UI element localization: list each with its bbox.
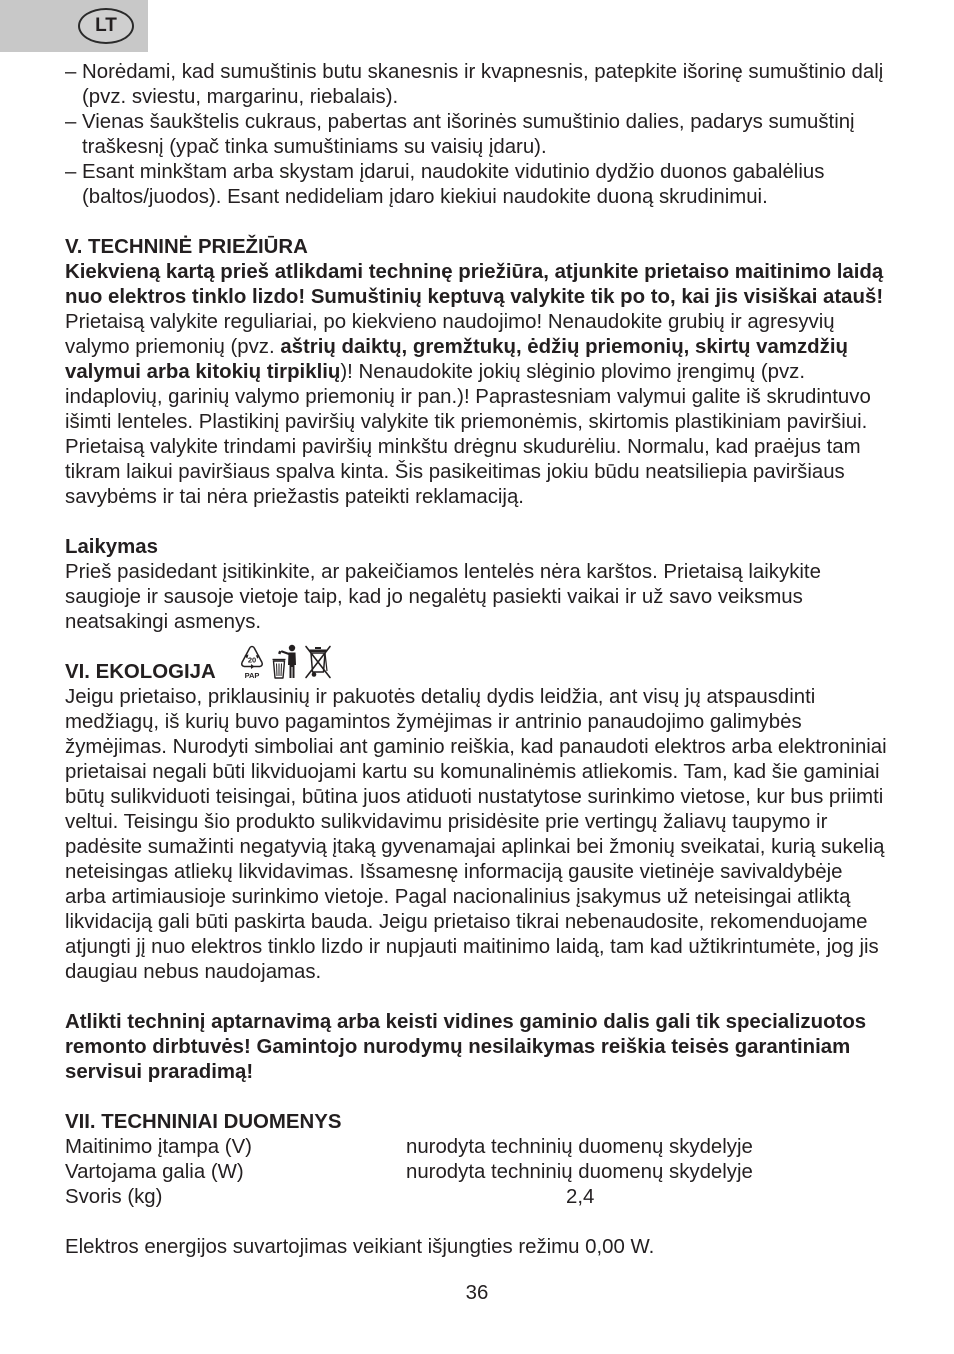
tip-line-continued: traškesnį (ypač tinka sumuštiniams su vaisių įdaru). bbox=[82, 136, 547, 158]
technical-data-label: Maitinimo įtampa (V) bbox=[65, 1136, 252, 1158]
technical-data-value: nurodyta techninių duomenų skydelyje bbox=[406, 1136, 753, 1158]
technical-data-row bbox=[65, 1135, 935, 1160]
service-notice bbox=[65, 1010, 935, 1085]
maintenance-emphasis: aštrių daiktų, gremžtukų, ėdžių priemonių, skirtų vamzdžių bbox=[280, 336, 848, 358]
maintenance-warning-line: Kiekvieną kartą prieš atlikdami techninę priežiūra, atjunkite prietaiso maitinimo laidą bbox=[65, 261, 884, 283]
maintenance-body-line: išimti lenteles. Plastikinį paviršių valykite tik priemonėmis, skirtomis plastikiniam paviršiui. bbox=[65, 411, 868, 433]
tip-line-continued: (pvz. sviestu, margarinu, riebalais). bbox=[82, 86, 399, 108]
tip-line: – Vienas šaukštelis cukraus, pabertas ant išorinės sumuštinio dalies, padarys sumuštinį bbox=[65, 111, 855, 133]
spacer bbox=[65, 210, 935, 235]
service-notice-line: Atlikti techninį aptarnavimą arba keisti vidines gaminio dalis gali tik specializuotos bbox=[65, 1011, 867, 1033]
spacer bbox=[65, 635, 935, 660]
ecology-line: veltui. Teisingu šio produkto sulikvidavimu prisidėsite prie vertingų žaliavų taupymo ir bbox=[65, 811, 828, 833]
recycle-code-label: 20 bbox=[247, 655, 257, 665]
ecology-line: būtų sulikviduoti teisingai, būtina juos atiduoti nustatytose surinkimo vietose, kur bus priimti bbox=[65, 786, 884, 808]
maintenance-body-line bbox=[65, 335, 935, 360]
storage-line: saugioje ir sausoje vietoje taip, kad jo negalėtų pasiekti vaikai ir už savo veiksmus bbox=[65, 586, 803, 608]
technical-data-row bbox=[65, 1185, 935, 1210]
ecology-line: atjungti jį nuo elektros tinklo lizdo ir nupjauti maitinimo laidą, tam kad užtikrintumėte, jog jis bbox=[65, 936, 879, 958]
page-content bbox=[65, 60, 935, 1260]
ecology-line: arba artimiausioje surinkimo vietoje. Pagal nacionalinius įsakymus už neteisingai atliktą bbox=[65, 886, 851, 908]
section-heading-maintenance: V. TECHNINĖ PRIEŽIŪRA bbox=[65, 236, 308, 258]
maintenance-body-line: savybėms ir tai nėra priežastis pateikti reklamaciją. bbox=[65, 486, 524, 508]
tip-line: – Esant minkštam arba skystam įdarui, naudokite vidutinio dydžio duonos gabalėlius bbox=[65, 161, 825, 183]
maintenance-warning-line: nuo elektros tinklo lizdo! Sumuštinių keptuvą valykite tik po to, kai jis visiškai atauš! bbox=[65, 286, 884, 308]
language-tab bbox=[0, 0, 148, 52]
service-notice-line: servisui praradimą! bbox=[65, 1061, 254, 1083]
technical-data-value: 2,4 bbox=[566, 1186, 595, 1208]
recycle-material-label: PAP bbox=[244, 671, 260, 680]
spacer bbox=[65, 510, 935, 535]
service-notice-line: remonto dirbtuvės! Gamintojo nurodymų nesilaikymas reiškia teisės garantiniam bbox=[65, 1036, 851, 1058]
maintenance-body-line bbox=[65, 360, 935, 385]
maintenance-text: )! Nenaudokite jokių slėginio plovimo įrengimų (pvz. bbox=[340, 361, 806, 383]
ecology-line: daugiau nebus naudojamas. bbox=[65, 961, 322, 983]
ecology-line: Jeigu prietaiso, priklausinių ir pakuotės detalių dydis leidžia, ant visų jų atspausdinti bbox=[65, 686, 816, 708]
maintenance-body-line bbox=[65, 310, 935, 335]
maintenance-text: Prietaisą valykite reguliariai, po kiekvieno naudojimo! Nenaudokite grubių ir agresyvių bbox=[65, 311, 835, 333]
spacer bbox=[65, 1085, 935, 1110]
section-heading-ecology: VI. EKOLOGIJA bbox=[65, 661, 216, 683]
technical-data-value: nurodyta techninių duomenų skydelyje bbox=[406, 1161, 753, 1183]
tip-line-continued: (baltos/juodos). Esant nedideliam įdaro kiekiui naudokite duoną skrudinimui. bbox=[82, 186, 768, 208]
technical-data-label: Svoris (kg) bbox=[65, 1186, 163, 1208]
language-badge: LT bbox=[78, 8, 134, 44]
maintenance-body-line: Prietaisą valykite trindami paviršių minkštu drėgnu skudurėliu. Normalu, kad praėjus tam bbox=[65, 436, 861, 458]
tip-line: – Norėdami, kad sumuštinis butu skanesnis ir kvapnesnis, patepkite išorinę sumuštinio dalį bbox=[65, 61, 884, 83]
ecology-line: neteisingas atliekų likvidavimas. Išsamesnę informaciją gausite vietinėje savivaldybėje bbox=[65, 861, 843, 883]
standby-power-note: Elektros energijos suvartojimas veikiant išjungties režimu 0,00 W. bbox=[65, 1236, 655, 1258]
tidyman-icon bbox=[271, 644, 298, 680]
maintenance-body-line: indaplovių, garinių valymo priemonių ir pan.)! Paprastesniam valymui galite iš skrudintuvo bbox=[65, 386, 871, 408]
ecology-line: likvidaciją gali būti paskirta bauda. Jeigu prietaiso tikrai nebenaudosite, rekomenduojame bbox=[65, 911, 868, 933]
section-heading-storage: Laikymas bbox=[65, 536, 158, 558]
ecology-line: medžiagų, iš kurių buvo pagamintos žymėjimas ir antrinio panaudojimo galimybės bbox=[65, 711, 802, 733]
spacer bbox=[65, 985, 935, 1010]
page-number: 36 bbox=[465, 1282, 489, 1304]
ecology-line: prietaisai negali būti likviduojami kartu su komunalinėmis atliekomis. Tam, kad šie gaminiai bbox=[65, 761, 880, 783]
technical-data-label: Vartojama galia (W) bbox=[65, 1161, 244, 1183]
ecology-line: padėsite sumažinti negatyvią įtaką gyvenamajai aplinkai bei žmonių sveikatai, kurią sukelią bbox=[65, 836, 885, 858]
technical-data-row bbox=[65, 1160, 935, 1185]
maintenance-section bbox=[65, 235, 935, 510]
storage-line: Prieš pasidedant įsitikinkite, ar pakeičiamos lentelės nėra karštos. Prietaisą laikykite bbox=[65, 561, 821, 583]
tips-list bbox=[65, 60, 935, 210]
maintenance-body-line: tikram laikui paviršiaus spalva kinta. Šis pasikeitimas jokiu būdu neatsiliepia paviršiaus bbox=[65, 461, 845, 483]
maintenance-emphasis: valymui arba kitokių tirpiklių bbox=[65, 361, 341, 383]
spacer bbox=[65, 1210, 935, 1235]
storage-section bbox=[65, 535, 935, 635]
ecology-line: žymėjimas. Nurodyti simboliai ant gaminio reiškia, kad panaudoti elektros arba elektroniniai bbox=[65, 736, 887, 758]
storage-line: neatsakingi asmenys. bbox=[65, 611, 262, 633]
technical-data-section bbox=[65, 1110, 935, 1210]
section-heading-technical-data: VII. TECHNINIAI DUOMENYS bbox=[65, 1111, 342, 1133]
recycling-20-pap-icon bbox=[239, 644, 265, 682]
ecology-symbols bbox=[239, 644, 332, 682]
crossed-out-wheelie-bin-icon bbox=[304, 644, 332, 680]
maintenance-text: valymo priemonių (pvz. bbox=[65, 336, 281, 358]
ecology-section bbox=[65, 660, 935, 985]
